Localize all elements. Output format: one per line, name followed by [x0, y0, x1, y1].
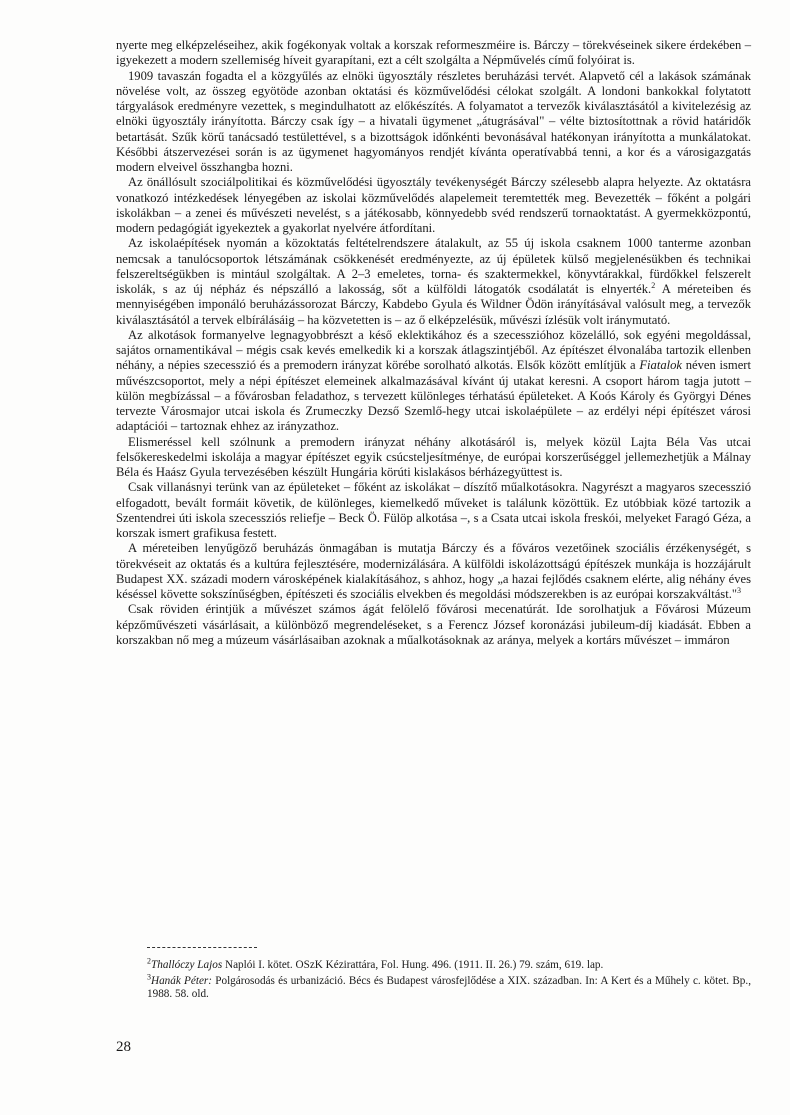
footnote-author: Hanák Péter:: [151, 974, 213, 987]
body-text: [116, 38, 751, 648]
group-name: Fiatalok: [639, 358, 683, 373]
footnote-mark: 3: [737, 585, 741, 595]
paragraph: [116, 236, 751, 328]
paragraph-text: A méreteiben lenyűgöző beruházás önmagában is mutatja Bárczy és a főváros vezetőinek szociális érzékenységét, s törekvéseit az oktatás és a kultúra fejlesztésére, modernizálására. A külföldi iskolázottságú építészek munkája is hozzájárult Budapest XX. századi modern városképének kialakításához, s ahhoz, hogy „a hazai fejlődés csaknem elérte, alig néhány éves késéssel követte sokszínűségben, építészeti és szociális elvekben és megoldási módszerekben is az európai korszakváltást.": [116, 541, 751, 601]
footnote-number: 2: [147, 956, 151, 966]
paragraph: Elismeréssel kell szólnunk a premodern irányzat néhány alkotásáról is, melyek közül Lajta Béla Vas utcai felsőkereskedelmi iskolája a magyar építészet egyik csúcsteljesítménye, de európai korszerűséggel jellemezhetjük a Málnay Béla és Haász Gyula tervezésében készült Hungária körúti kislakásos bérházegyüttest is.: [116, 434, 751, 479]
footnote-mark: 2: [651, 280, 656, 290]
paragraph: Az önállósult szociálpolitikai és közművelődési ügyosztály tevékenységét Bárczy szélesebb alapra helyezte. Az oktatásra vonatkozó intézkedések lényegében az iskolai közművelődés alapelemeit teremtették meg. Bevezették – főként a polgári iskolákban – a zenei és művészeti nevelést, s a játékosabb, könnyedebb svéd rendszerű tornaoktatást. A gyermekközpontú, modern pedagógiát igyekeztek a gyakorlat nyelvére átfordítani.: [116, 175, 751, 235]
footnote-text: Polgárosodás és urbanizáció. Bécs és Budapest városfejlődése a XIX. században. In: A Kert és a Műhely c. kötet. Bp., 1988. 58. old.: [147, 974, 751, 1000]
footnote-number: 3: [147, 971, 151, 981]
paragraph-continuation: nyerte meg elképzeléseihez, akik fogékonyak voltak a korszak reformeszméire is. Bárczy – törekvéseinek sikere érdekében – igyekezett a modern szellemiség híveit gyarapítani, ezt a célt szolgálta a Népművelés című folyóirat is.: [116, 38, 751, 68]
paragraph: 1909 tavaszán fogadta el a közgyűlés az elnöki ügyosztály részletes beruházási tervét. Alapvető cél a lakások számának növelése volt, az összeg egyötöde azonban oktatási és közművelődési célokat szolgált. A londoni bankokkal folytatott tárgyalások eredményre vezettek, s megindulhatott az előkészítés. A folyamatot a tervezők kiválasztásától a kivitelezésig az elnöki ügyosztály irányította. Bárczy csak így – a hivatali ügymenet „átugrásával" – vélte biztosítottnak a rövid határidők betartását. Szűk körű tanácsadó testülettével, s a bizottságok időnkénti bevonásával hatékonyan irányította a munkálatokat. Későbbi átszervezései során is az ügymenet hagyományos rendjét kívánta operatívabbá tenni, a kor és a városigazgatás modern elveivel összhangba hozni.: [116, 68, 751, 174]
paragraph-text: Az alkotások formanyelve legnagyobbrészt a késő eklektikához és a szecesszióhoz közelálló, sok egyéni megoldással, sajátos ornamentikával – mégis csak kevés emelkedik ki a korszak átlagszintjéből. Az építészet élvonalába tartozik ellenben néhány, a népies szecesszió és a premodern irányzat körébe sorolható alkotás. Elsők között említjük a: [116, 327, 751, 373]
paragraph-text: néven ismert művészcsoportot, mely a népi építészet elemeinek alkalmazásával kívánt új utakat keresni. A csoport három tagja jutott – külön megbízással – a fővárosban feladathoz, s tervezett különleges térhatású épületeket. A Koós Károly és Györgyi Dénes tervezte Városmajor utcai iskola és Zrumeczky Dezső Szemlő-hegy utcai iskolaépülete – az erdélyi népi építészet városi adaptációi – tartoznak ehhez az irányzathoz.: [116, 358, 751, 434]
paragraph: [116, 541, 751, 602]
paragraph: Csak röviden érintjük a művészet számos ágát felölelő fővárosi mecenatúrát. Ide sorolhatjuk a Fővárosi Múzeum képzőművészeti vásárlásait, a különböző megrendeléseket, s a Ferencz József koronázási jubileum-díj kiadását. Ebben a korszakban nő meg a múzeum vásárlásaiban azoknak a műalkotásoknak az aránya, melyek a kortárs művészet – immáron: [116, 602, 751, 647]
paragraph-text: A méreteiben és mennyiségében imponáló beruházássorozat Bárczy, Kabdebo Gyula és Wildner Ödön irányításával valósult meg, a tervezők kiválasztásától a tervek elbírálásáig – ha közvetetten is – az ő elképzelésük, művészi ízlésük volt iránymutató.: [116, 282, 751, 327]
footnote-text: Naplói I. kötet. OSzK Kézirattára, Fol. Hung. 496. (1911. II. 26.) 79. szám, 619. lap.: [222, 959, 604, 971]
paragraph-text: Az iskolaépítések nyomán a közoktatás feltételrendszere átalakult, az 55 új iskola csaknem 1000 tanterme azonban nemcsak a tanulócsoportok létszámának csökkenését eredményezte, az új épületek külső megjelenésükben és technikai felszereltségükben is mintául szolgáltak. A 2–3 emeletes, torna- és szaktermekkel, könyvtárakkal, fürdőkkel felszerelt iskolák, s az új népház és népszálló a lakosság, sőt a külföldi látogatók csodálatát is elnyerték.: [116, 236, 751, 296]
footnote: [147, 971, 751, 1002]
page-number: 28: [116, 1039, 131, 1055]
paragraph: [116, 328, 751, 435]
footnote: [147, 956, 751, 973]
footnotes: [147, 956, 751, 1004]
footnote-divider: [147, 947, 257, 948]
paragraph: Csak villanásnyi terünk van az épületeket – főként az iskolákat – díszítő műalkotásokra. Nagyrészt a magyaros szecesszió elfogadott, bevált formáit követik, de különleges, kiemelkedő műveket is találunk közöttük. Ez utóbbiak közé tartozik a Szentendrei úti iskola szecessziós reliefje – Beck Ö. Fülöp alkotása –, s a Csata utcai iskola freskói, melyeket Faragó Géza, a korszak ismert grafikusa festett.: [116, 480, 751, 540]
footnote-author: Thallóczy Lajos: [151, 959, 223, 971]
